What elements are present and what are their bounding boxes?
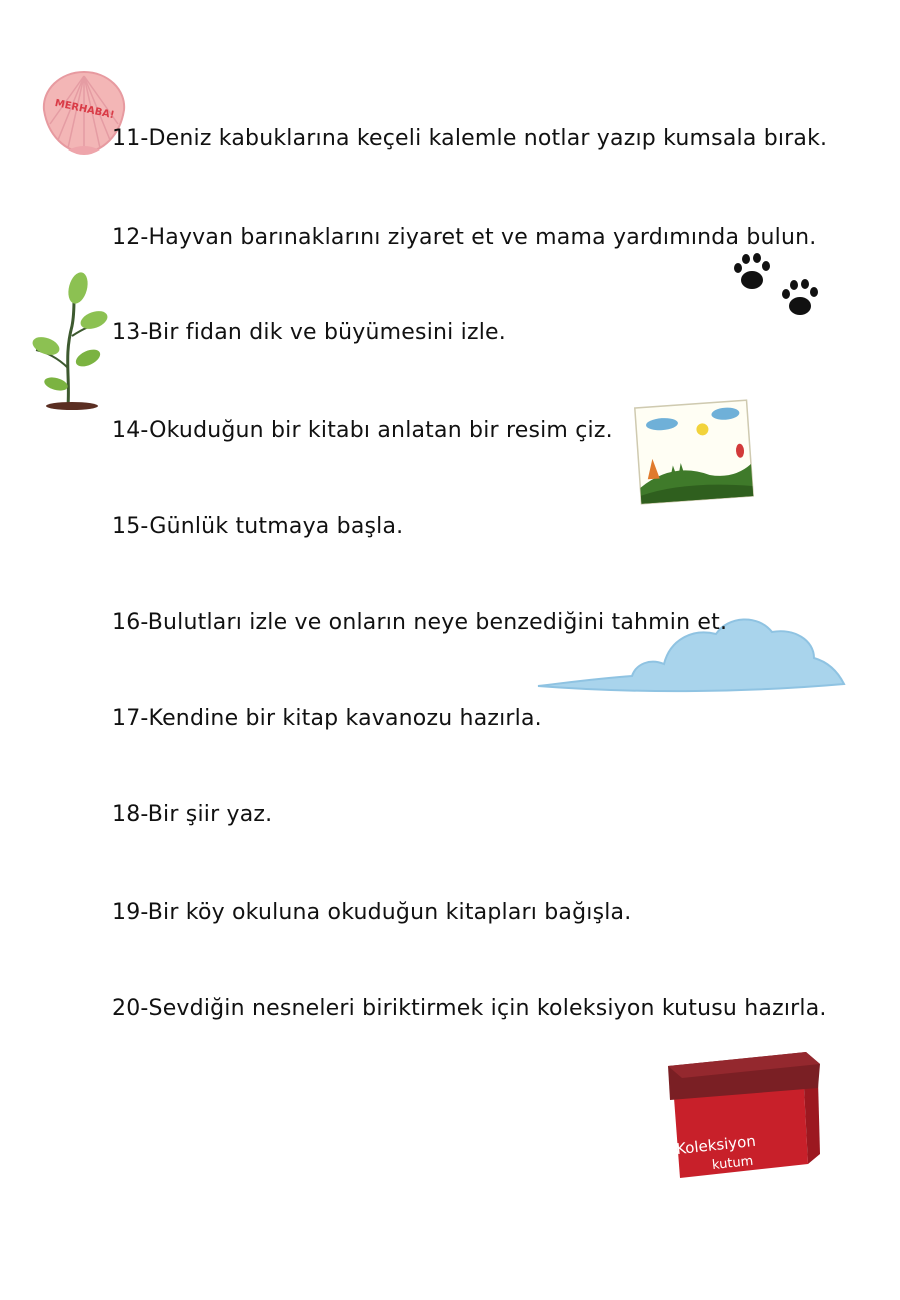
list-item-17: 17-Kendine bir kitap kavanozu hazırla. <box>112 706 542 731</box>
list-item-19: 19-Bir köy okuluna okuduğun kitapları bağışla. <box>112 900 632 925</box>
drawing-icon <box>632 396 756 508</box>
list-item-15: 15-Günlük tutmaya başla. <box>112 514 404 539</box>
list-item-14: 14-Okuduğun bir kitabı anlatan bir resim çiz. <box>112 418 613 443</box>
box-label-line2: kutum <box>711 1153 755 1174</box>
shell-label: MERHABA! <box>53 97 116 122</box>
list-item-13: 13-Bir fidan dik ve büyümesini izle. <box>112 320 506 345</box>
list-item-12: 12-Hayvan barınaklarını ziyaret et ve mama yardımında bulun. <box>112 225 817 250</box>
paw-prints-icon <box>726 248 830 328</box>
sapling-icon <box>28 266 110 410</box>
list-item-18: 18-Bir şiir yaz. <box>112 802 273 827</box>
list-item-11: 11-Deniz kabuklarına keçeli kalemle notlar yazıp kumsala bırak. <box>112 126 828 151</box>
list-item-20: 20-Sevdiğin nesneleri biriktirmek için koleksiyon kutusu hazırla. <box>112 996 827 1021</box>
box-label-line1: Koleksiyon <box>675 1131 757 1159</box>
list-item-16: 16-Bulutları izle ve onların neye benzediğini tahmin et. <box>112 610 728 635</box>
